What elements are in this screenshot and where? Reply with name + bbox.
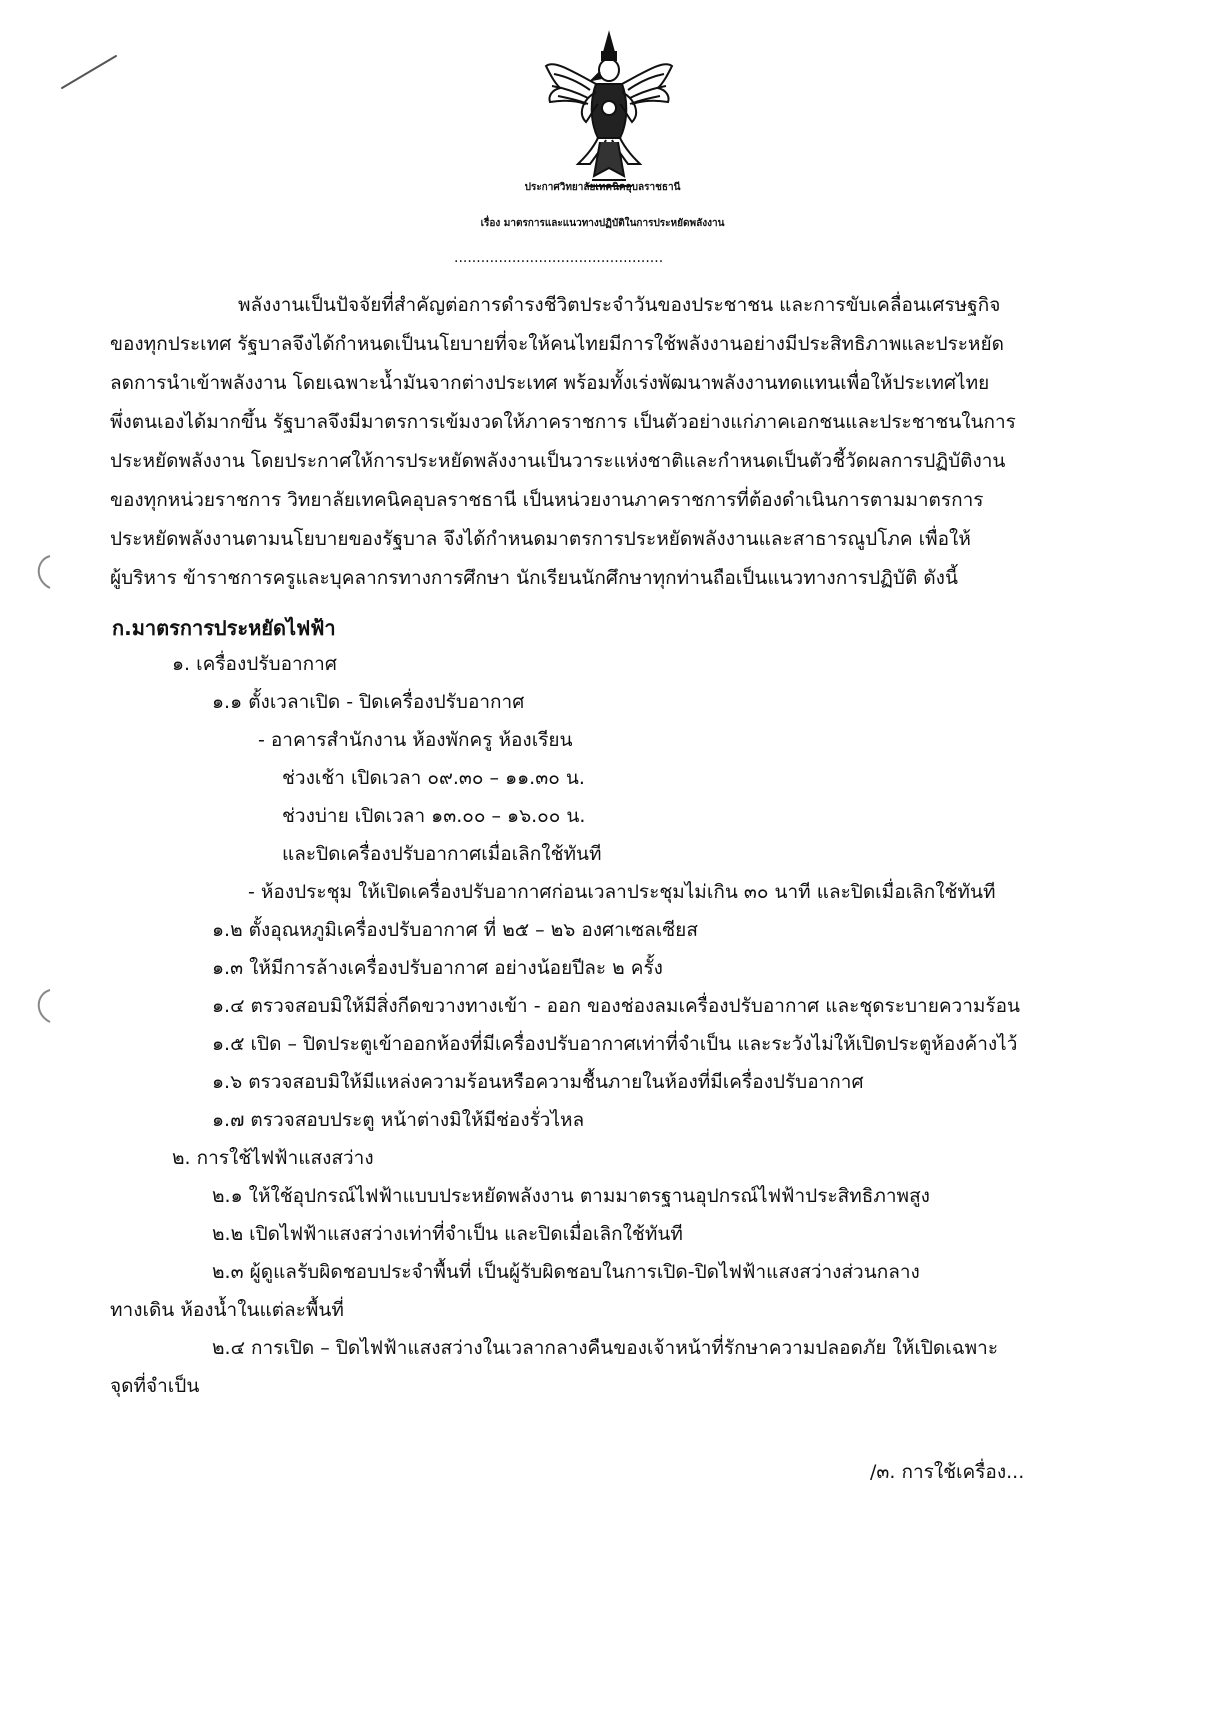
- intro-line: ลดการนำเข้าพลังงาน โดยเฉพาะน้ำมันจากต่างประเทศ พร้อมทั้งเร่งพัฒนาพลังงานทดแทนเพื่อให้ประเทศไทย: [110, 372, 990, 394]
- list-item: ๒.๑ ให้ใช้อุปกรณ์ไฟฟ้าแบบประหยัดพลังงาน ตามมาตรฐานอุปกรณ์ไฟฟ้าประสิทธิภาพสูง: [212, 1185, 930, 1207]
- intro-line: ผู้บริหาร ข้าราชการครูและบุคลากรทางการศึกษา นักเรียนนักศึกษาทุกท่านถือเป็นแนวทางการปฏิบัติ ดังนี้: [110, 567, 958, 589]
- list-item: ๒.๓ ผู้ดูแลรับผิดชอบประจำพื้นที่ เป็นผู้รับผิดชอบในการเปิด-ปิดไฟฟ้าแสงสว่างส่วนกลาง: [212, 1261, 920, 1283]
- list-item: ๑.๕ เปิด – ปิดประตูเข้าออกห้องที่มีเครื่องปรับอากาศเท่าที่จำเป็น และระวังไม่ให้เปิดประตูห้องค้างไว้: [212, 1033, 1018, 1055]
- list-item: ๑.๑ ตั้งเวลาเปิด - ปิดเครื่องปรับอากาศ: [212, 691, 525, 713]
- list-item: ๑.๓ ให้มีการล้างเครื่องปรับอากาศ อย่างน้อยปีละ ๒ ครั้ง: [212, 957, 663, 979]
- list-item: ๒.๔ การเปิด – ปิดไฟฟ้าแสงสว่างในเวลากลางคืนของเจ้าหน้าที่รักษาความปลอดภัย ให้เปิดเฉพาะ: [212, 1337, 999, 1359]
- list-item: ช่วงเช้า เปิดเวลา ๐๙.๓๐ – ๑๑.๓๐ น.: [282, 767, 585, 789]
- list-item: ช่วงบ่าย เปิดเวลา ๑๓.๐๐ – ๑๖.๐๐ น.: [282, 805, 586, 827]
- list-item: และปิดเครื่องปรับอากาศเมื่อเลิกใช้ทันที: [282, 843, 602, 865]
- list-item: ๑.๔ ตรวจสอบมิให้มีสิ่งกีดขวางทางเข้า - ออก ของช่องลมเครื่องปรับอากาศ และชุดระบายความร้อน: [212, 995, 1021, 1017]
- list-item: ๑.๖ ตรวจสอบมิให้มีแหล่งความร้อนหรือความชื้นภายในห้องที่มีเครื่องปรับอากาศ: [212, 1071, 864, 1093]
- intro-line: พึ่งตนเองได้มากขึ้น รัฐบาลจึงมีมาตรการเข้มงวดให้ภาคราชการ เป็นตัวอย่างแก่ภาคเอกชนและประชาชนในการ: [110, 411, 1016, 433]
- list-item: ทางเดิน ห้องน้ำในแต่ละพื้นที่: [110, 1299, 344, 1321]
- list-item: ๑.๒ ตั้งอุณหภูมิเครื่องปรับอากาศ ที่ ๒๕ – ๒๖ องศาเซลเซียส: [212, 919, 698, 941]
- intro-line: พลังงานเป็นปัจจัยที่สำคัญต่อการดำรงชีวิตประจำวันของประชาชน และการขับเคลื่อนเศรษฐกิจ: [238, 294, 1001, 316]
- list-item: ๑.๗ ตรวจสอบประตู หน้าต่างมิให้มีช่องรั่วไหล: [212, 1109, 585, 1131]
- intro-line: ประหยัดพลังงานตามนโยบายของรัฐบาล จึงได้กำหนดมาตรการประหยัดพลังงานและสาธารณูปโภค เพื่อให้: [110, 528, 971, 550]
- punch-hole-mark: [28, 552, 68, 592]
- page-title: ประกาศวิทยาลัยเทคนิคอุบลราชธานี: [524, 182, 681, 193]
- list-item: - อาคารสำนักงาน ห้องพักครู ห้องเรียน: [258, 729, 573, 751]
- punch-hole-mark: [28, 986, 68, 1026]
- garuda-emblem-icon: [540, 30, 678, 190]
- page-continuation: /๓. การใช้เครื่อง...: [870, 1461, 1025, 1483]
- intro-line: ประหยัดพลังงาน โดยประกาศให้การประหยัดพลังงานเป็นวาระแห่งชาติและกำหนดเป็นตัวชี้วัดผลการปฏิบัติงาน: [110, 450, 1006, 472]
- section-heading: ก.มาตรการประหยัดไฟฟ้า: [112, 616, 336, 640]
- list-item: ๑. เครื่องปรับอากาศ: [172, 653, 337, 675]
- page-subtitle: เรื่อง มาตรการและแนวทางปฏิบัติในการประหยัดพลังงาน: [480, 218, 725, 229]
- list-item: ๒. การใช้ไฟฟ้าแสงสว่าง: [172, 1147, 374, 1169]
- list-item: จุดที่จำเป็น: [110, 1375, 200, 1397]
- list-item: - ห้องประชุม ให้เปิดเครื่องปรับอากาศก่อนเวลาประชุมไม่เกิน ๓๐ นาที และปิดเมื่อเลิกใช้ทันที: [248, 881, 996, 903]
- title-separator: ...............................................: [454, 250, 664, 266]
- list-item: ๒.๒ เปิดไฟฟ้าแสงสว่างเท่าที่จำเป็น และปิดเมื่อเลิกใช้ทันที: [212, 1223, 683, 1245]
- intro-line: ของทุกหน่วยราชการ วิทยาลัยเทคนิคอุบลราชธานี เป็นหน่วยงานภาคราชการที่ต้องดำเนินการตามมาตรการ: [110, 489, 984, 511]
- pen-stroke-mark: [60, 52, 120, 92]
- intro-line: ของทุกประเทศ รัฐบาลจึงได้กำหนดเป็นนโยบายที่จะให้คนไทยมีการใช้พลังงานอย่างมีประสิทธิภาพและประหยัด: [110, 333, 1004, 355]
